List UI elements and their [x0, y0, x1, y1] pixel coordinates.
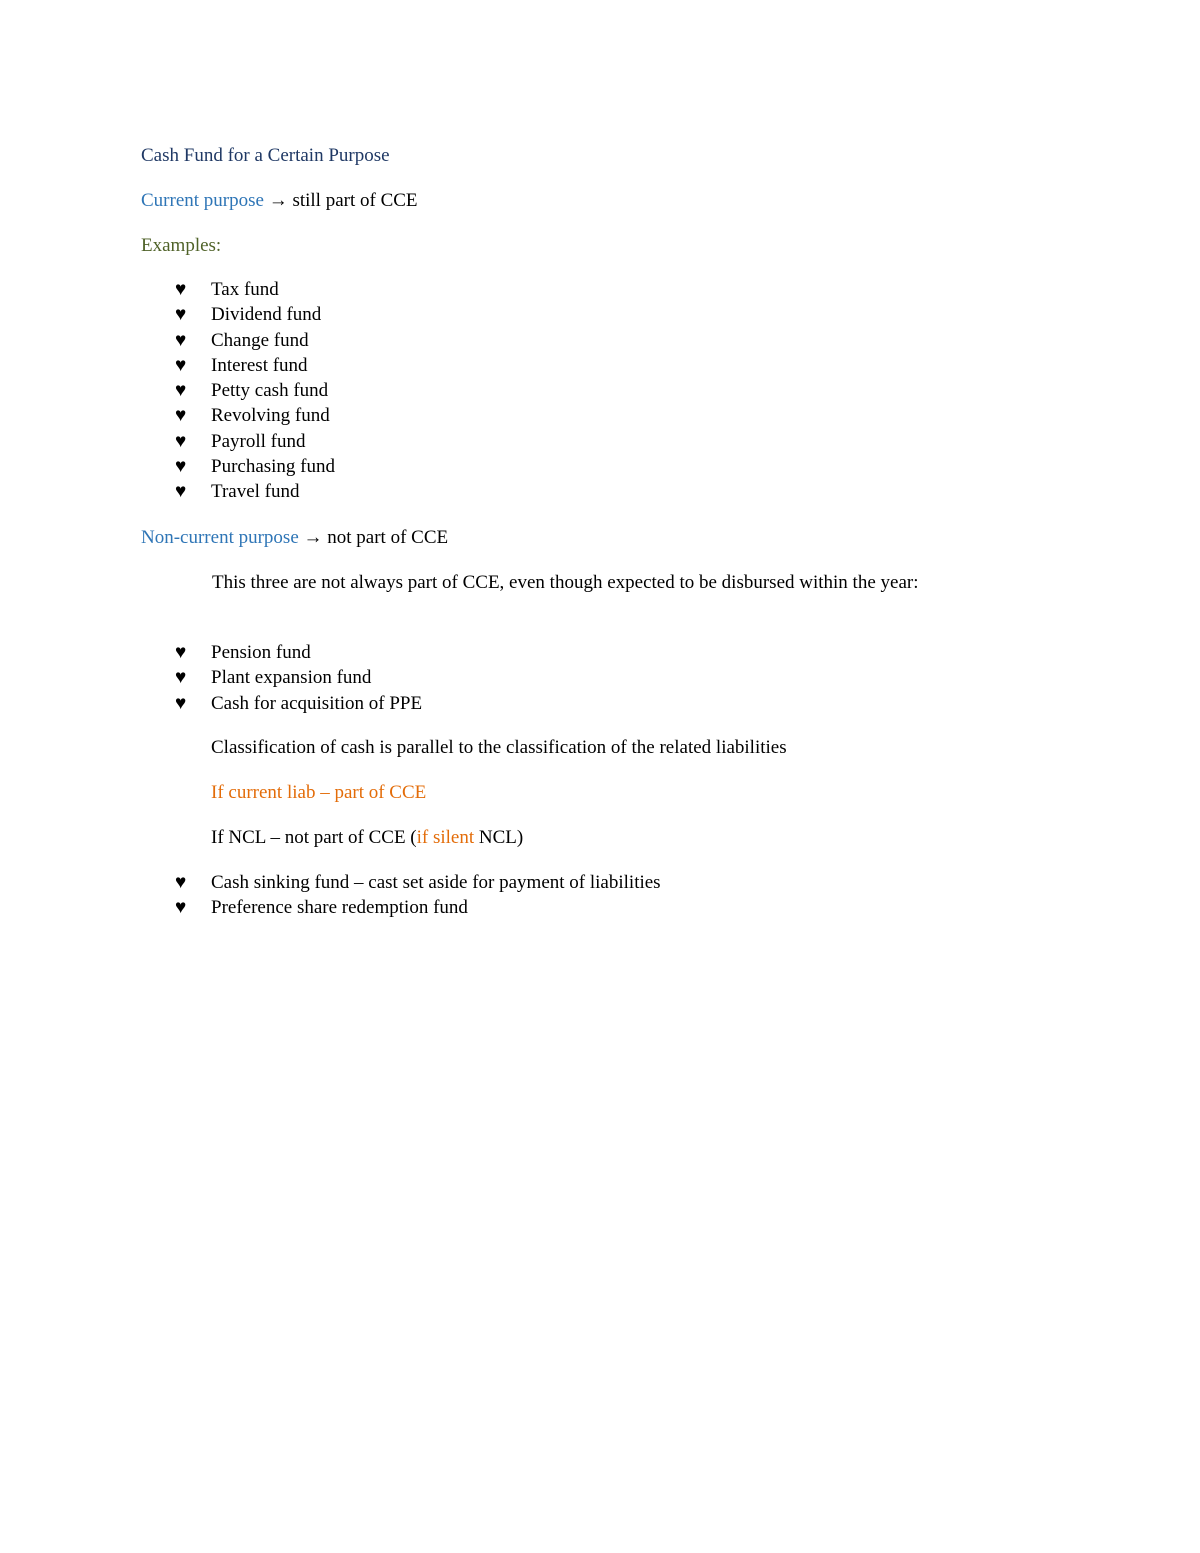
ncl-text-before: If NCL – not part of CCE ( — [211, 827, 417, 848]
heart-bullet-icon: ♥ — [175, 405, 187, 427]
heart-bullet-icon: ♥ — [175, 642, 187, 663]
heart-bullet-icon: ♥ — [175, 872, 187, 893]
noncurrent-purpose-line — [141, 525, 448, 550]
heart-bullet-icon: ♥ — [175, 354, 187, 376]
arrow-right-icon: → — [303, 527, 323, 548]
heart-bullet-icon: ♥ — [175, 430, 187, 452]
current-purpose-label: Current purpose — [141, 190, 264, 211]
heart-bullet-icon: ♥ — [175, 481, 187, 503]
noncurrent-purpose-text: not part of CCE — [322, 527, 449, 548]
heart-bullet-icon: ♥ — [175, 456, 187, 478]
noncurrent-purpose-label: Non-current purpose — [141, 527, 299, 548]
current-purpose-text: still part of CCE — [287, 190, 418, 211]
heart-bullet-icon: ♥ — [175, 279, 187, 300]
current-liab-text: If current liab – part of CCE — [211, 782, 427, 803]
heart-bullet-icon: ♥ — [175, 667, 187, 689]
current-purpose-line — [141, 188, 418, 213]
heart-bullet-icon: ♥ — [175, 897, 187, 919]
ncl-line — [211, 825, 523, 850]
heart-bullet-icon: ♥ — [175, 329, 187, 351]
classification-text: Classification of cash is parallel to the classification of the related liabilities — [211, 737, 787, 758]
examples-label: Examples: — [141, 235, 222, 256]
document-page: Cash Fund for a Certain Purpose Current purpose → still part of CCE Examples: ♥ Tax fund ♥ Dividend fund ♥ Change fund ♥ Interest fund ♥ Petty cash fund ♥ Revolving fund ♥ Payroll fund ♥ Purchasing fund ♥ Travel fund Non-current purpose → not part of CCE This three are not always part of CCE, even though expected to be disbursed within the year: ♥ Pension fund ♥ Plant expansion fund ♥ Cash for acquisition of PPE Classification of cash is parallel to the classification of the related liabilities If current liab – part of CCE If NCL – not part of CCE (if silent NCL) ♥ Cash sinking fund – cast set aside for payment of liabilities ♥ Preference share redemption fund — [0, 0, 1200, 1553]
heart-bullet-icon: ♥ — [175, 692, 187, 714]
ncl-highlight: if silent — [416, 827, 475, 848]
heart-bullet-icon: ♥ — [175, 380, 187, 402]
note-paragraph: This three are not always part of CCE, even though expected to be disbursed within the year: — [212, 572, 919, 593]
document-heading: Cash Fund for a Certain Purpose — [141, 145, 390, 166]
ncl-text-after: NCL) — [474, 827, 524, 848]
arrow-right-icon: → — [268, 190, 288, 211]
heart-bullet-icon: ♥ — [175, 304, 187, 326]
